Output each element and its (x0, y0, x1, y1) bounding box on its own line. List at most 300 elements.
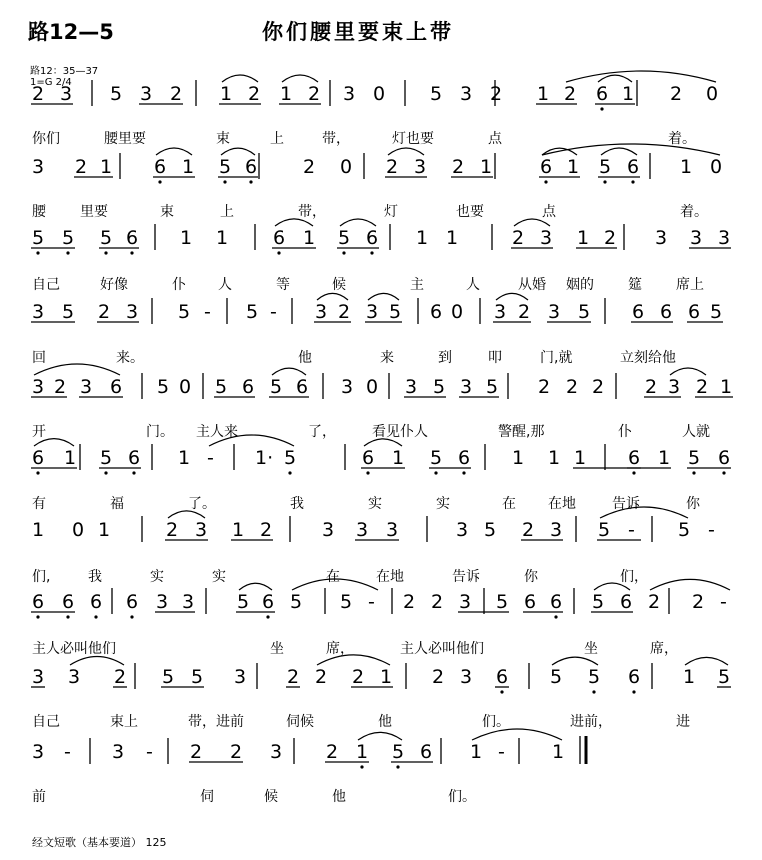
note: 3 (494, 301, 507, 323)
note: 3 (718, 227, 731, 249)
lyric-word: 了， (308, 424, 336, 440)
lyric-word: 叩 (488, 350, 502, 366)
note: 6 (366, 227, 379, 249)
lyric-word: 主人必叫他们 (32, 641, 116, 657)
note: 3 (356, 519, 369, 541)
lyric-word: 着。 (668, 131, 696, 147)
low-octave-dot (370, 251, 373, 254)
lyric-word: 门,就 (540, 350, 573, 366)
low-octave-dot (632, 471, 635, 474)
slur-arc (598, 75, 632, 82)
low-octave-dot (554, 615, 557, 618)
scripture-reference: 路12：35—37 (30, 66, 99, 77)
note: 2 (403, 591, 416, 613)
note: 2 (166, 519, 179, 541)
slur-arc (221, 148, 255, 155)
note: 3 (386, 519, 399, 541)
note: 1 (658, 447, 671, 469)
note: 3 (270, 741, 283, 763)
note: 1 (64, 447, 77, 469)
lyric-line (0, 786, 762, 806)
lyric-word: 在地 (376, 569, 404, 585)
slur-arc (364, 439, 402, 446)
lyric-word: 席， (650, 641, 678, 657)
lyric-word: 上 (270, 131, 284, 147)
note: - (270, 301, 277, 323)
note: 5 (484, 519, 497, 541)
slur-arc (496, 293, 528, 300)
music-system (0, 635, 762, 705)
note: 5 (550, 666, 563, 688)
song-title: 你们腰里要束上带 (262, 20, 454, 44)
note: 3 (322, 519, 335, 541)
note: 3 (126, 301, 139, 323)
lyric-word: 坐 (270, 641, 284, 657)
note: 5 (338, 227, 351, 249)
note: 5 (599, 156, 612, 178)
note: 3 (459, 591, 472, 613)
low-octave-dot (130, 615, 133, 618)
note: 6 (126, 591, 139, 613)
note: 1· (255, 447, 274, 469)
low-octave-dot (462, 471, 465, 474)
lyric-word: 上 (220, 204, 234, 220)
note: 5 (688, 447, 701, 469)
note: 0 (451, 301, 464, 323)
note: 5 (215, 376, 228, 398)
slur-arc (514, 219, 550, 226)
note: 3 (32, 741, 45, 763)
slur-arc (670, 368, 706, 375)
note: 5 (32, 227, 45, 249)
note: 3 (460, 666, 473, 688)
note: 5 (237, 591, 250, 613)
lyric-word: 在地 (548, 496, 576, 512)
note: 0 (706, 83, 719, 105)
slur-arc (272, 368, 306, 375)
lyric-word: 仆 (618, 424, 632, 440)
note: - (64, 741, 71, 763)
slur-arc (70, 657, 124, 666)
slur-arc (340, 219, 376, 226)
note: 6 (660, 301, 673, 323)
lyric-word: 带，进前 (188, 714, 244, 730)
note: 1 (480, 156, 493, 178)
note: 2 (352, 666, 365, 688)
lyric-word: 从婚 (518, 277, 546, 293)
note: 1 (577, 227, 590, 249)
note: 5 (219, 156, 232, 178)
lyric-word: 带， (298, 204, 326, 220)
low-octave-dot (130, 251, 133, 254)
lyric-word: 来。 (116, 350, 144, 366)
lyric-word: 前 (32, 789, 46, 805)
note: 2 (190, 741, 203, 763)
note: 2 (512, 227, 525, 249)
note: 5 (588, 666, 601, 688)
lyric-word: 腰 (32, 204, 46, 220)
note: 6 (242, 376, 255, 398)
note: 1 (512, 447, 525, 469)
music-system (0, 488, 762, 558)
note: 2 (248, 83, 261, 105)
note: - (146, 741, 153, 763)
note: - (708, 519, 715, 541)
note: 5 (389, 301, 402, 323)
note: 1 (280, 83, 293, 105)
piece-number: 路12—5 (28, 20, 114, 44)
note: 2 (452, 156, 465, 178)
note: 1 (683, 666, 696, 688)
slur-arc (650, 579, 730, 590)
lyric-word: 门。 (146, 424, 174, 440)
slur-arc (156, 148, 192, 155)
note: 2 (518, 301, 531, 323)
slur-arc (542, 144, 720, 155)
note: 6 (420, 741, 433, 763)
note: 1 (680, 156, 693, 178)
note: 1 (180, 227, 193, 249)
note: 5 (433, 376, 446, 398)
note: 1 (220, 83, 233, 105)
lyric-word: 好像 (100, 277, 128, 293)
note: 3 (343, 83, 356, 105)
note: - (498, 741, 505, 763)
lyric-word: 立刻给他 (620, 350, 676, 366)
note: 5 (62, 227, 75, 249)
slur-arc (368, 293, 399, 300)
note: - (368, 591, 375, 613)
note: 6 (90, 591, 103, 613)
note: 6 (362, 447, 375, 469)
note: 3 (60, 83, 73, 105)
note: 1 (216, 227, 229, 249)
note: 3 (112, 741, 125, 763)
note: 2 (522, 519, 535, 541)
low-octave-dot (158, 180, 161, 183)
note: 5 (486, 376, 499, 398)
note: 2 (566, 376, 579, 398)
music-system (0, 52, 762, 122)
note: 2 (230, 741, 243, 763)
note: 1 (100, 156, 113, 178)
note: 3 (550, 519, 563, 541)
lyric-word: 坐 (584, 641, 598, 657)
lyric-word: 束上 (110, 714, 138, 730)
note: 3 (341, 376, 354, 398)
music-system (0, 125, 762, 195)
lyric-word: 在 (502, 496, 516, 512)
slur-arc (209, 435, 294, 446)
note: 6 (688, 301, 701, 323)
note: 0 (340, 156, 353, 178)
low-octave-dot (36, 615, 39, 618)
lyric-word: 也要 (456, 204, 484, 220)
lyric-word: 在 (326, 569, 340, 585)
low-octave-dot (600, 107, 603, 110)
low-octave-dot (66, 615, 69, 618)
note: 2 (670, 83, 683, 105)
note: 3 (690, 227, 703, 249)
note: 2 (696, 376, 709, 398)
note: 6 (245, 156, 258, 178)
lyric-word: 告诉 (452, 569, 480, 585)
note: 1 (470, 741, 483, 763)
slur-arc (34, 364, 120, 375)
note: 6 (628, 666, 641, 688)
lyric-word: 自己 (32, 714, 60, 730)
note: 5 (178, 301, 191, 323)
note: 1 (232, 519, 245, 541)
note: 6 (273, 227, 286, 249)
note: - (207, 447, 214, 469)
lyric-word: 席， (326, 641, 354, 657)
low-octave-dot (223, 180, 226, 183)
music-system (0, 345, 762, 415)
low-octave-dot (66, 251, 69, 254)
lyric-word: 腰里要 (104, 131, 146, 147)
lyric-word: 开 (32, 424, 46, 440)
lyric-word: 进前， (570, 714, 612, 730)
low-octave-dot (104, 251, 107, 254)
note: 5 (62, 301, 75, 323)
note: 2 (592, 376, 605, 398)
slur-arc (34, 439, 74, 446)
note: 6 (32, 447, 45, 469)
note: 3 (414, 156, 427, 178)
lyric-word: 候 (332, 277, 346, 293)
note: 6 (154, 156, 167, 178)
low-octave-dot (603, 180, 606, 183)
lyric-word: 候 (264, 789, 278, 805)
low-octave-dot (132, 471, 135, 474)
lyric-word: 人就 (682, 424, 710, 440)
note: 6 (596, 83, 609, 105)
note: 3 (668, 376, 681, 398)
note: 0 (179, 376, 192, 398)
low-octave-dot (277, 251, 280, 254)
note: 5 (270, 376, 283, 398)
note: 1 (552, 741, 565, 763)
note: 5 (162, 666, 175, 688)
lyric-word: 主人来 (196, 424, 238, 440)
note: 2 (386, 156, 399, 178)
lyric-word: 实 (212, 569, 226, 585)
source-footer: 经文短歌（基本要道） 125 (32, 836, 167, 849)
low-octave-dot (342, 251, 345, 254)
note: 3 (548, 301, 561, 323)
note: 5 (246, 301, 259, 323)
note: 3 (32, 666, 45, 688)
lyric-word: 点 (542, 204, 556, 220)
lyric-word: 席上 (676, 277, 704, 293)
note: 5 (718, 666, 731, 688)
note: 2 (432, 666, 445, 688)
slur-arc (601, 148, 637, 155)
note: 6 (550, 591, 563, 613)
lyric-word: 主 (410, 277, 424, 293)
note: 3 (195, 519, 208, 541)
low-octave-dot (366, 471, 369, 474)
note: 3 (182, 591, 195, 613)
music-system (0, 560, 762, 630)
note: 2 (98, 301, 111, 323)
lyric-word: 带， (322, 131, 350, 147)
note: 3 (315, 301, 328, 323)
lyric-word: 里要 (80, 204, 108, 220)
lyric-word: 你们 (32, 131, 60, 147)
note: 3 (234, 666, 247, 688)
lyric-word: 福 (110, 496, 124, 512)
music-system (0, 710, 762, 780)
lyric-word: 有 (32, 496, 46, 512)
lyric-word: 点 (488, 131, 502, 147)
note: 1 (303, 227, 316, 249)
note: 6 (627, 156, 640, 178)
note: 0 (710, 156, 723, 178)
note: 6 (126, 227, 139, 249)
note: 5 (157, 376, 170, 398)
note: 3 (655, 227, 668, 249)
note: 6 (128, 447, 141, 469)
note: 1 (380, 666, 393, 688)
note: 1 (567, 156, 580, 178)
music-system (0, 196, 762, 266)
lyric-word: 了。 (188, 496, 216, 512)
lyric-word: 束 (160, 204, 174, 220)
note: 6 (262, 591, 275, 613)
note: 6 (32, 591, 45, 613)
note: 2 (32, 83, 45, 105)
lyric-word: 警醒,那 (498, 424, 545, 440)
note: 6 (430, 301, 443, 323)
lyric-word: 人 (466, 277, 480, 293)
note: 2 (54, 376, 67, 398)
note: 6 (718, 447, 731, 469)
slur-arc (168, 511, 205, 518)
low-octave-dot (360, 765, 363, 768)
note: 1 (392, 447, 405, 469)
note: 0 (72, 519, 85, 541)
lyric-word: 你 (686, 496, 700, 512)
note: 2 (604, 227, 617, 249)
note: 2 (303, 156, 316, 178)
slur-arc (282, 75, 318, 82)
lyric-word: 进 (676, 714, 690, 730)
note: 3 (80, 376, 93, 398)
lyric-word: 看见仆人 (372, 424, 428, 440)
note: 6 (496, 666, 509, 688)
note: 2 (315, 666, 328, 688)
note: 1 (356, 741, 369, 763)
note: 3 (366, 301, 379, 323)
note: 5 (392, 741, 405, 763)
note: 2 (490, 83, 503, 105)
note: 2 (538, 376, 551, 398)
lyric-word: 们， (620, 569, 648, 585)
note: 5 (100, 447, 113, 469)
note: 5 (110, 83, 123, 105)
note: 3 (405, 376, 418, 398)
note: 5 (340, 591, 353, 613)
lyric-word: 主人必叫他们 (400, 641, 484, 657)
note: 6 (540, 156, 553, 178)
slur-arc (239, 583, 272, 590)
low-octave-dot (434, 471, 437, 474)
note: 5 (430, 83, 443, 105)
low-octave-dot (632, 690, 635, 693)
note: 1 (416, 227, 429, 249)
lyric-word: 伺候 (286, 714, 314, 730)
note: 3 (156, 591, 169, 613)
slur-arc (292, 579, 378, 590)
low-octave-dot (36, 251, 39, 254)
low-octave-dot (500, 690, 503, 693)
note: 1 (178, 447, 191, 469)
lyric-word: 筵 (628, 277, 642, 293)
lyric-word: 他 (298, 350, 312, 366)
low-octave-dot (94, 615, 97, 618)
note: 2 (692, 591, 705, 613)
low-octave-dot (544, 180, 547, 183)
low-octave-dot (396, 765, 399, 768)
note: 6 (62, 591, 75, 613)
note: 5 (191, 666, 204, 688)
note: 5 (430, 447, 443, 469)
note: 2 (564, 83, 577, 105)
note: 2 (170, 83, 183, 105)
lyric-word: 我 (290, 496, 304, 512)
note: 5 (284, 447, 297, 469)
note: 1 (574, 447, 587, 469)
lyric-word: 仆 (172, 277, 186, 293)
note: 0 (373, 83, 386, 105)
note: 3 (68, 666, 81, 688)
note: 1 (98, 519, 111, 541)
note: 6 (458, 447, 471, 469)
slur-arc (317, 293, 348, 300)
key-signature: 1=G 2/4 (30, 77, 72, 88)
note: 3 (460, 376, 473, 398)
note: 2 (326, 741, 339, 763)
low-octave-dot (266, 615, 269, 618)
note: 6 (632, 301, 645, 323)
note: 1 (548, 447, 561, 469)
note: 3 (540, 227, 553, 249)
slur-arc (317, 655, 390, 665)
slur-arc (388, 148, 424, 155)
note: 2 (287, 666, 300, 688)
lyric-word: 他 (378, 714, 392, 730)
lyric-word: 们。 (482, 714, 510, 730)
lyric-word: 来 (380, 350, 394, 366)
note: 5 (496, 591, 509, 613)
note: 1 (622, 83, 635, 105)
lyric-word: 们。 (448, 789, 476, 805)
lyric-word: 告诉 (612, 496, 640, 512)
lyric-word: 他 (332, 789, 346, 805)
lyric-word: 们, (32, 569, 51, 585)
note: 1 (537, 83, 550, 105)
note: 3 (32, 376, 45, 398)
note: 3 (32, 156, 45, 178)
note: 5 (678, 519, 691, 541)
note: 3 (456, 519, 469, 541)
lyric-word: 你 (524, 569, 538, 585)
slur-arc (472, 729, 562, 740)
low-octave-dot (722, 471, 725, 474)
lyric-word: 自己 (32, 277, 60, 293)
